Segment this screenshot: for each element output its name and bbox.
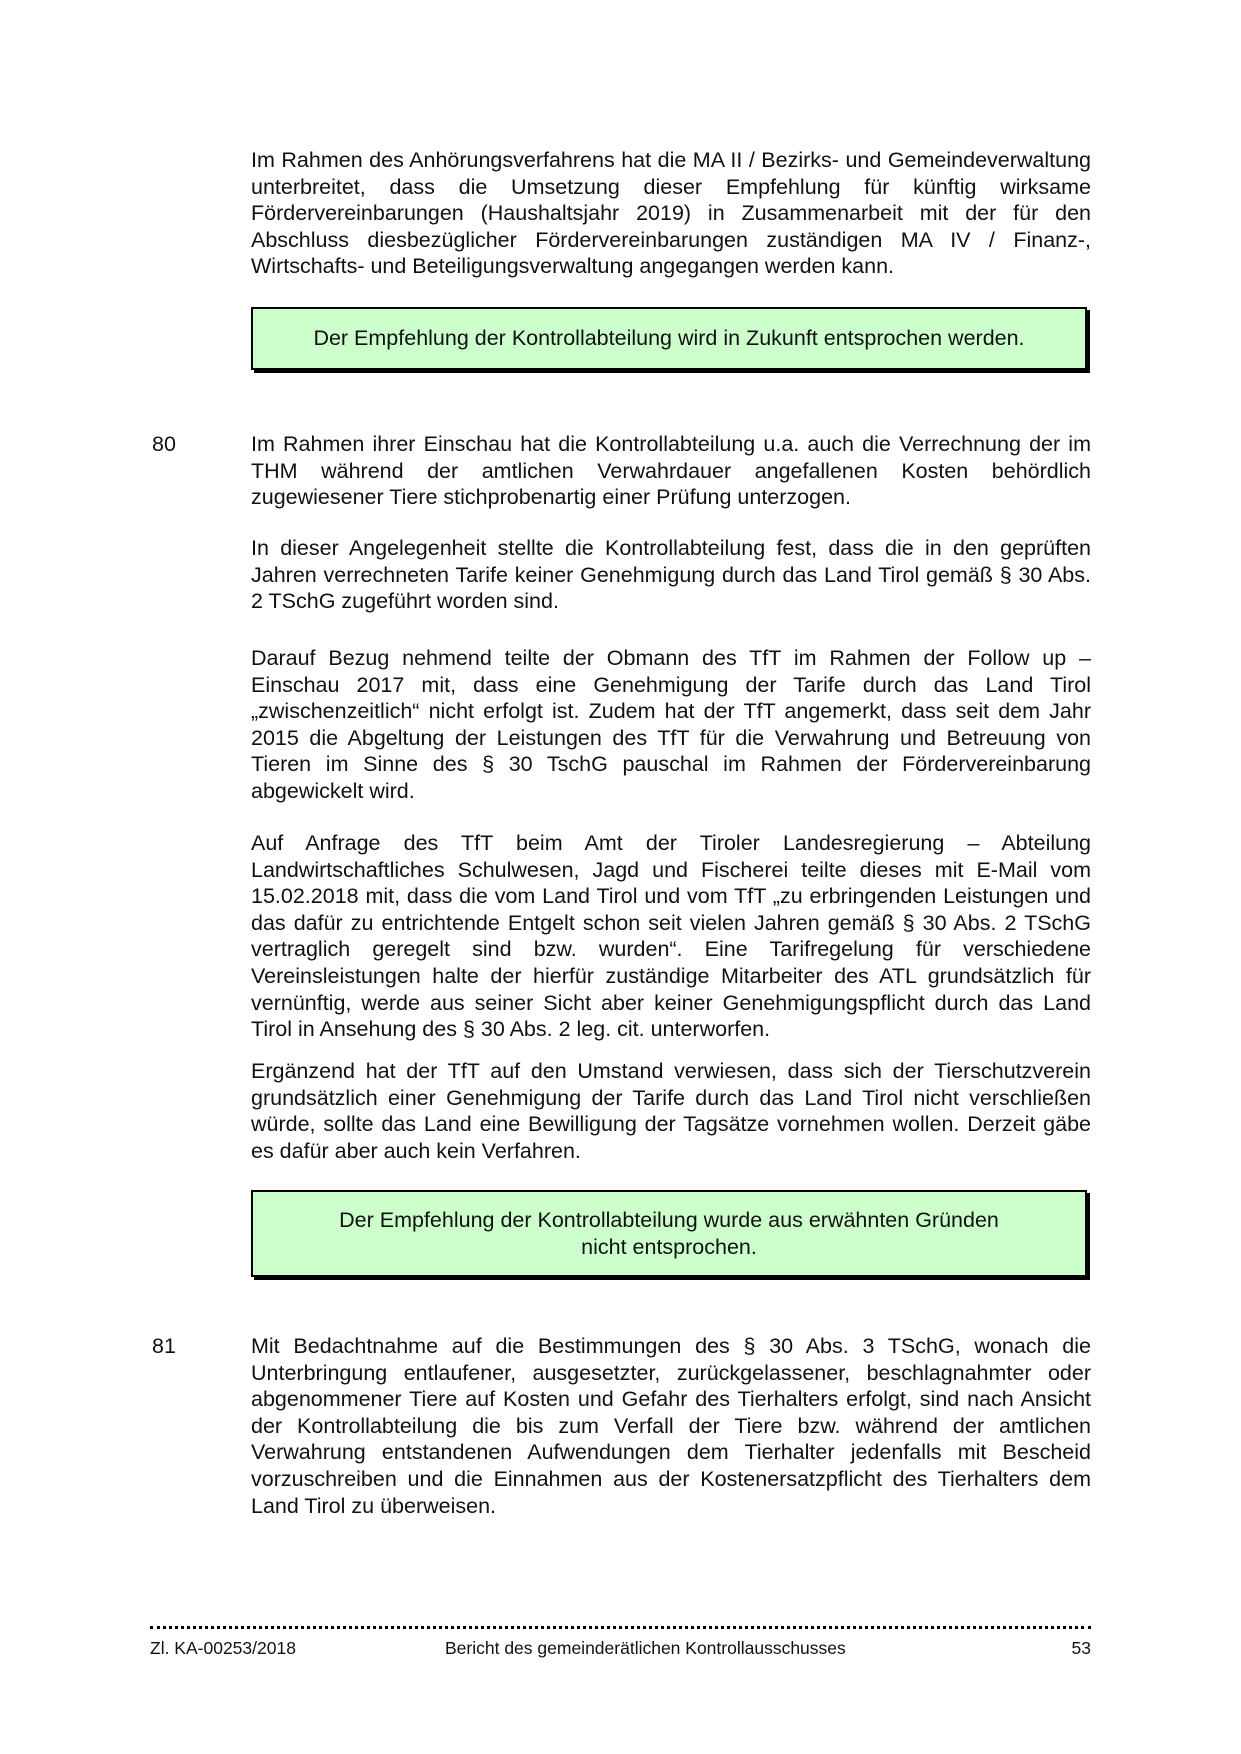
footer-title: Bericht des gemeinderätlichen Kontrollausschusses (445, 1638, 846, 1658)
footer-dotted-rule (150, 1626, 1091, 1629)
paragraph-number-81: 81 (152, 1334, 176, 1358)
paragraph-80-b: In dieser Angelegenheit stellte die Kontrollabteilung fest, dass die in den geprüften Jahren verrechneten Tarife keiner Genehmigung durch das Land Tirol gemäß § 30 Abs. 2 TSchG zugeführt worden sind. (251, 536, 1091, 614)
paragraph-81: Mit Bedachtnahme auf die Bestimmungen des § 30 Abs. 3 TSchG, wonach die Unterbringung entlaufener, ausgesetzter, zurückgelassener, beschlagnahmter oder abgenommener Tiere auf Kosten und Gefahr des Tierhalters erfolgt, sind nach Ansicht der Kontrollabteilung die bis zum Verfall der Tiere bzw. während der amtlichen Verwahrung entstandenen Aufwendungen dem Tierhalter jedenfalls mit Bescheid vorzuschreiben und die Einnahmen aus der Kostenersatzpflicht des Tierhalters dem Land Tirol zu überweisen. (251, 1334, 1091, 1518)
recommendation-text-line2: nicht entsprochen. (581, 1234, 757, 1259)
paragraph-80-d: Auf Anfrage des TfT beim Amt der Tiroler Landesregierung – Abteilung Landwirtschaftliches Schulwesen, Jagd und Fischerei teilte dieses mit E-Mail vom 15.02.2018 mit, dass die vom Land Tirol und vom TfT „zu erbringenden Leistungen und das dafür zu entrichtende Entgelt schon seit vielen Jahren gemäß § 30 Abs. 2 TSchG vertraglich geregelt sind bzw. wurden“. Eine Tarifregelung für verschiedene Vereinsleistungen halte der hierfür zuständige Mitarbeiter des ATL grundsätzlich für vernünftig, werde aus seiner Sicht aber keiner Genehmigungspflicht durch das Land Tirol in Ansehung des § 30 Abs. 2 leg. cit. unterworfen. (251, 831, 1091, 1042)
paragraph-number-80: 80 (152, 432, 176, 456)
footer-reference: Zl. KA-00253/2018 (150, 1638, 296, 1658)
recommendation-text-line1: Der Empfehlung der Kontrollabteilung wurde aus erwähnten Gründen (339, 1207, 999, 1232)
paragraph-80-c: Darauf Bezug nehmend teilte der Obmann des TfT im Rahmen der Follow up – Einschau 2017 mit, dass eine Genehmigung der Tarife durch das Land Tirol „zwischenzeitlich“ nicht erfolgt ist. Zudem hat der TfT angemerkt, dass seit dem Jahr 2015 die Abgeltung der Leistungen des TfT für die Verwahrung und Betreuung von Tieren im Sinne des § 30 TschG pauschal im Rahmen der Fördervereinbarung abgewickelt wird. (251, 646, 1091, 803)
paragraph-80-a: Im Rahmen ihrer Einschau hat die Kontrollabteilung u.a. auch die Verrechnung der im THM während der amtlichen Verwahrdauer angefallenen Kosten behördlich zugewiesener Tiere stichprobenartig einer Prüfung unterzogen. (251, 432, 1091, 510)
paragraph-intro: Im Rahmen des Anhörungsverfahrens hat die MA II / Bezirks- und Gemeindeverwaltung unterbreitet, dass die Umsetzung dieser Empfehlung für künftig wirksame Fördervereinbarungen (Haushaltsjahr 2019) in Zusammenarbeit mit der für den Abschluss diesbezüglicher Fördervereinbarungen zuständigen MA IV / Finanz-, Wirtschafts- und Beteiligungsverwaltung angegangen werden kann. (251, 148, 1091, 279)
page-number: 53 (1071, 1638, 1091, 1658)
recommendation-box-accepted (251, 307, 1087, 370)
recommendation-box-rejected (251, 1190, 1087, 1277)
recommendation-text: Der Empfehlung der Kontrollabteilung wird in Zukunft entsprochen werden. (313, 326, 1025, 351)
paragraph-80-e: Ergänzend hat der TfT auf den Umstand verwiesen, dass sich der Tierschutzverein grundsätzlich einer Genehmigung der Tarife durch das Land Tirol nicht verschließen würde, sollte das Land eine Bewilligung der Tagsätze vornehmen wollen. Derzeit gäbe es dafür aber auch kein Verfahren. (251, 1059, 1091, 1163)
